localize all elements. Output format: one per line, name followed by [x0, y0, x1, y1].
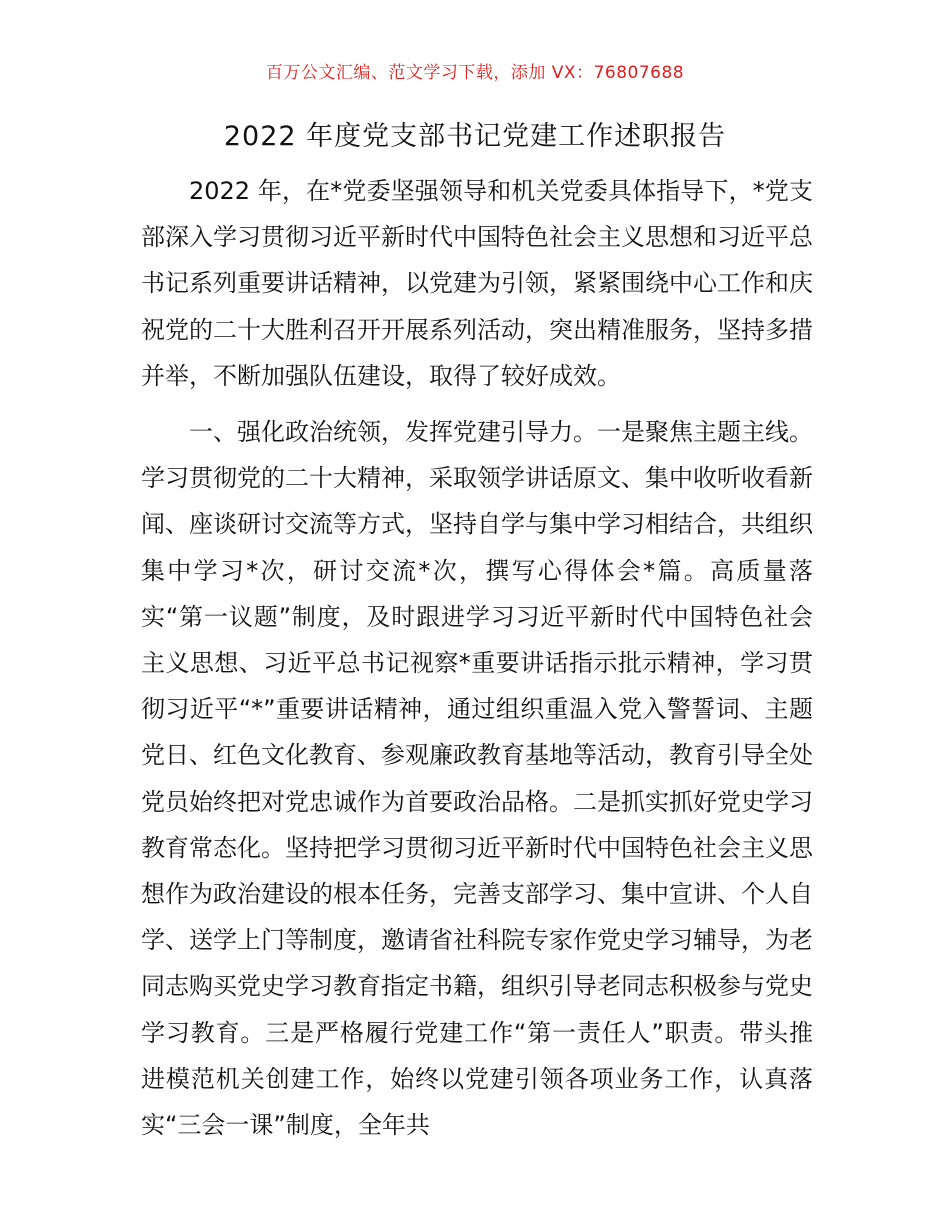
download-notice: 百万公文汇编、范文学习下载，添加 VX：76807688 [265, 63, 685, 83]
paragraph-intro: 2022 年，在*党委坚强领导和机关党委具体指导下，*党支部深入学习贯彻习近平新时代中国特色社会主义思想和习近平总书记系列重要讲话精神，以党建为引领，紧紧围绕中心工作和庆祝党的二十大胜利召开开展系列活动，突出精准服务，坚持多措并举，不断加强队伍建设，取得了较好成效。 [141, 177, 813, 390]
document-body [141, 168, 813, 1148]
document-title: 2022 年度党支部书记党建工作述职报告 [223, 121, 727, 152]
paragraph-section-1: 一、强化政治统领，发挥党建引导力。一是聚焦主题主线。学习贯彻党的二十大精神，采取领学讲话原文、集中收听收看新闻、座谈研讨交流等方式，坚持自学与集中学习相结合，共组织集中学习*次，研讨交流*次，撰写心得体会*篇。高质量落实“第一议题”制度，及时跟进学习习近平新时代中国特色社会主义思想、习近平总书记视察*重要讲话指示批示精神，学习贯彻习近平“*”重要讲话精神，通过组织重温入党入警誓词、主题党日、红色文化教育、参观廉政教育基地等活动，教育引导全处党员始终把对党忠诚作为首要政治品格。二是抓实抓好党史学习教育常态化。坚持把学习贯彻习近平新时代中国特色社会主义思想作为政治建设的根本任务，完善支部学习、集中宣讲、个人自学、送学上门等制度，邀请省社科院专家作党史学习辅导，为老同志购买党史学习教育指定书籍，组织引导老同志积极参与党史学习教育。三是严格履行党建工作“第一责任人”职责。带头推进模范机关创建工作，始终以党建引领各项业务工作，认真落实“三会一课”制度，全年共 [141, 418, 813, 1140]
